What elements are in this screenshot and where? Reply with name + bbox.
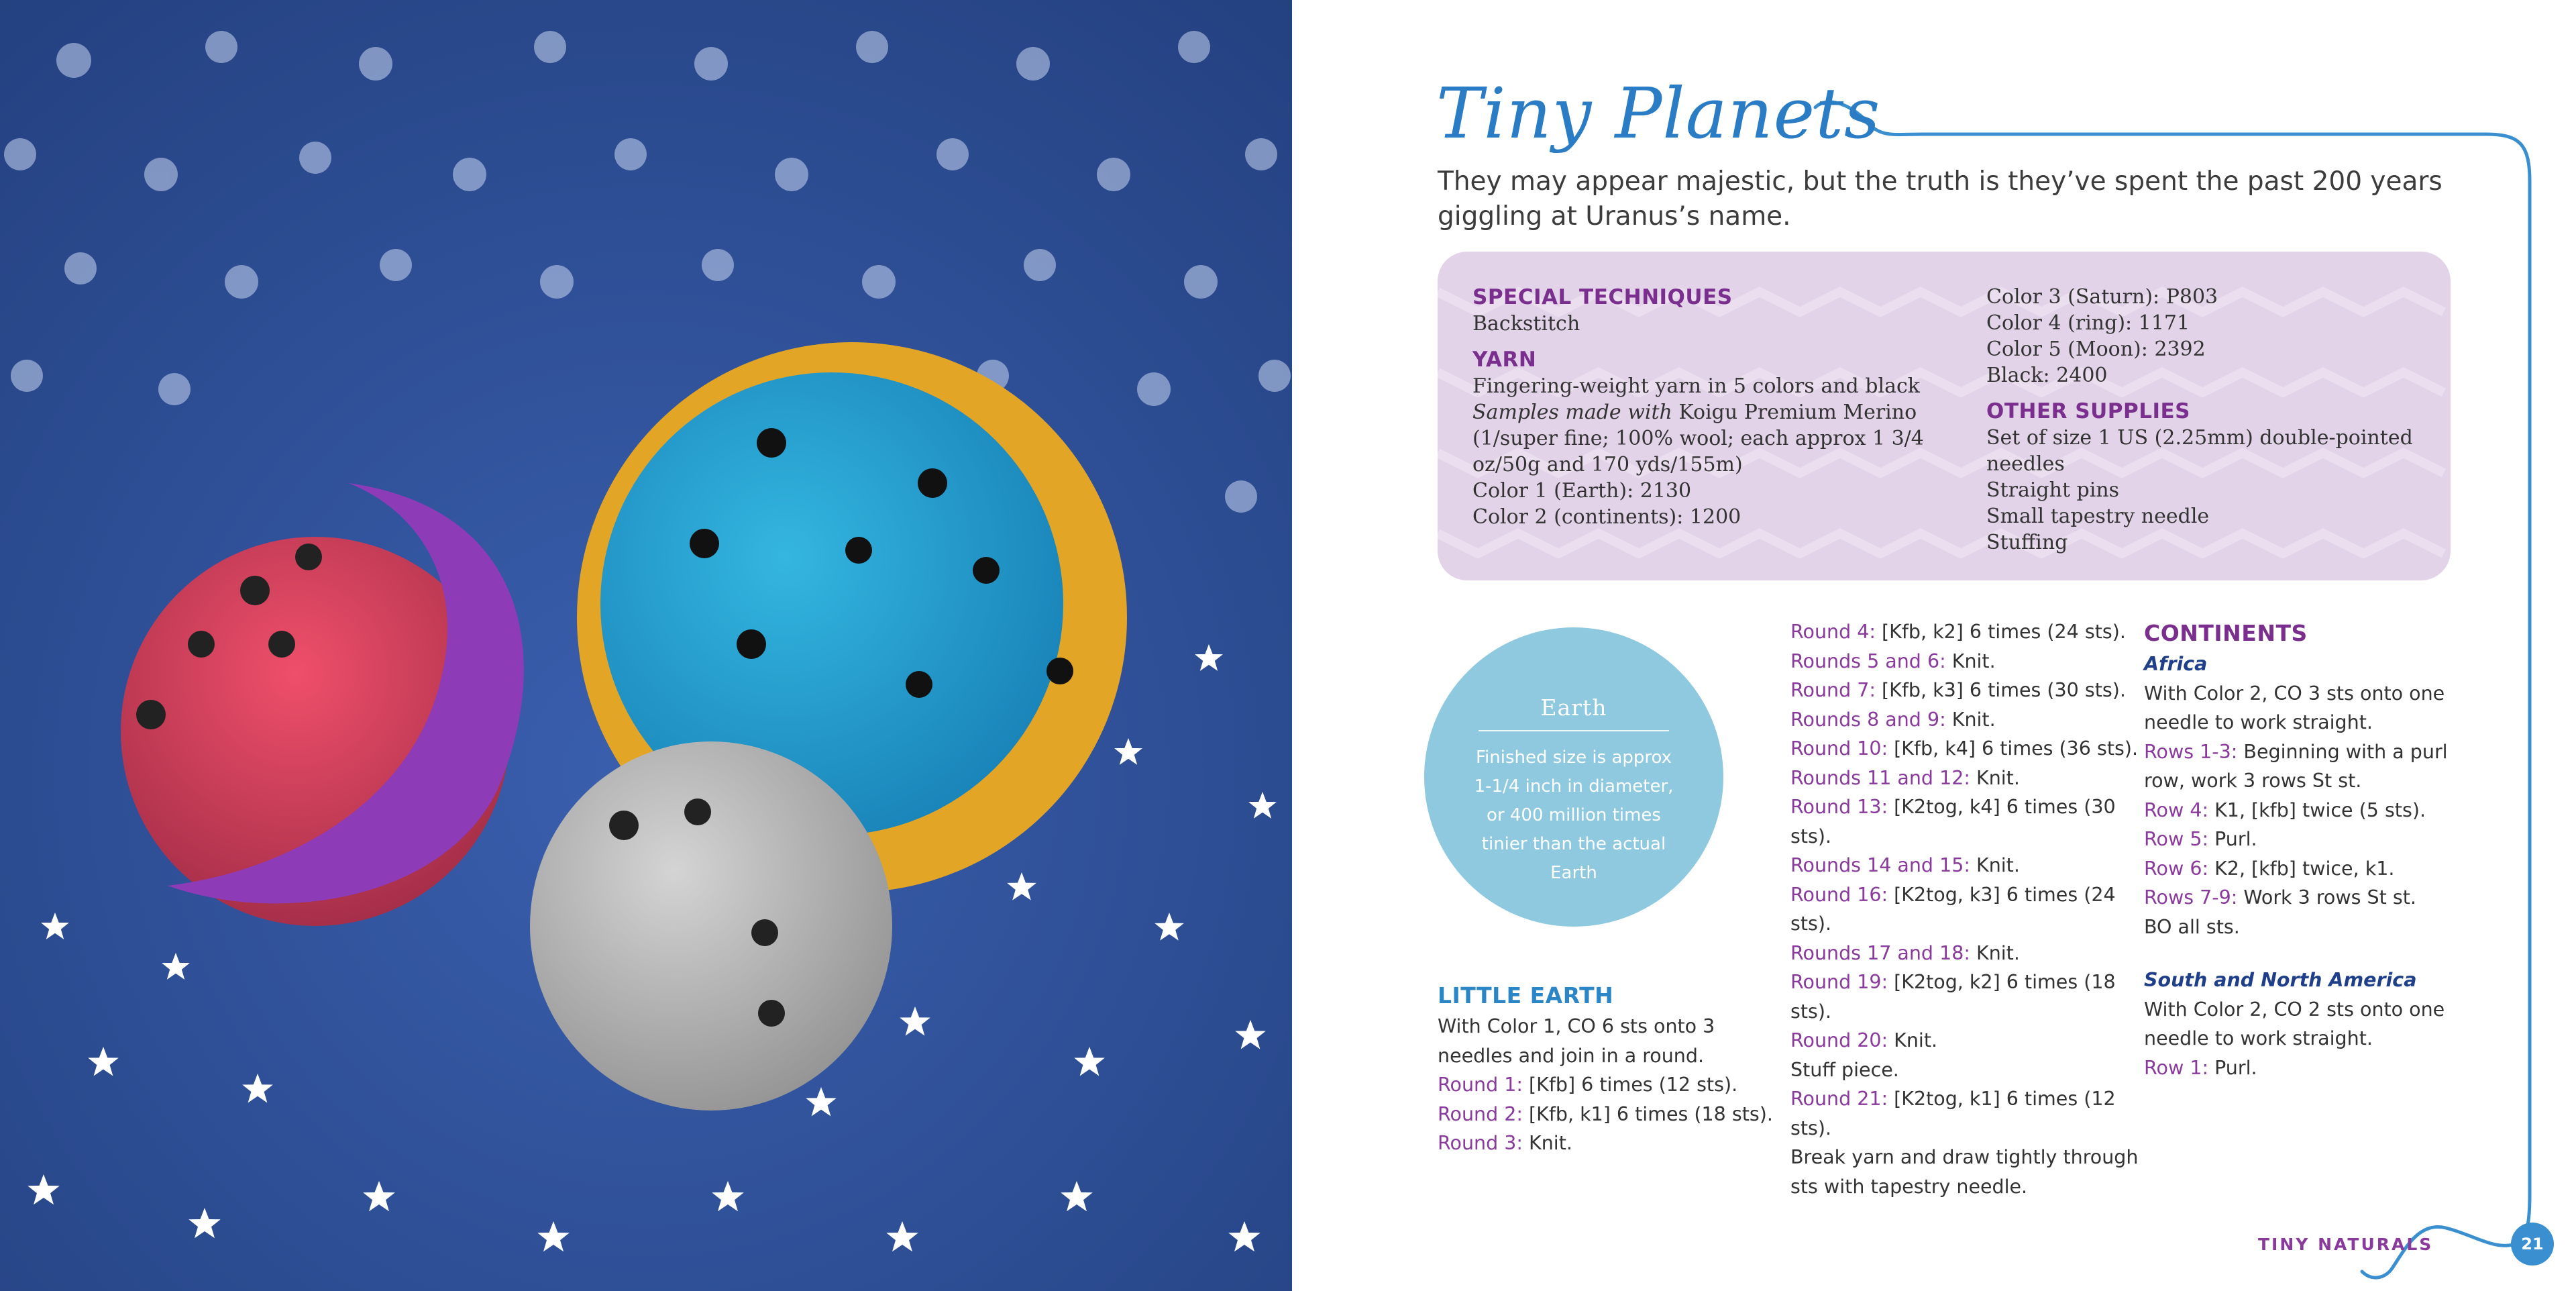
instruction-step [1790, 968, 2139, 1026]
yarn-line: Fingering-weight yarn in 5 colors and black [1472, 374, 1920, 398]
step-text: [K2tog, k1] 6 times (12 sts). [1790, 1088, 2116, 1139]
instruction-step [2144, 913, 2479, 942]
instruction-step [1790, 1084, 2139, 1143]
step-label: Rounds 17 and 18: [1790, 941, 1970, 964]
badge-divider [1479, 730, 1669, 731]
step-label: Rounds 5 and 6: [1790, 650, 1946, 672]
instruction-step [1790, 880, 2139, 939]
badge-title: Earth [1540, 694, 1607, 721]
instruction-step [1790, 617, 2139, 647]
intro-text: They may appear majestic, but the truth is they’ve spent the past 200 years giggling at Uranus’s name. [1438, 166, 2443, 231]
yarn-heading: YARN [1472, 348, 1537, 372]
step-label: Round 13: [1790, 796, 1888, 818]
pattern-page [1292, 0, 2576, 1291]
supply-item: Small tapestry needle [1986, 505, 2210, 528]
step-label: Rounds 8 and 9: [1790, 708, 1946, 731]
materials-box [1438, 252, 2451, 580]
instruction-step [2144, 883, 2479, 913]
step-label: Round 7: [1790, 679, 1876, 701]
materials-right-column [1986, 284, 2443, 556]
step-text: Break yarn and draw tightly through sts with tapestry needle. [1790, 1146, 2139, 1198]
step-text: Knit. [1888, 1029, 1938, 1051]
step-text: Knit. [1945, 650, 1996, 672]
step-label: Round 1: [1438, 1074, 1523, 1096]
step-label: Round 16: [1790, 883, 1888, 906]
color-5: Color 5 (Moon): 2392 [1986, 338, 2206, 361]
instruction-step [2144, 854, 2479, 884]
step-text: [Kfb, k3] 6 times (30 sts). [1875, 679, 2126, 701]
step-text: [Kfb, k1] 6 times (18 sts). [1522, 1102, 1773, 1125]
step-text: K1, [kfb] twice (5 sts). [2208, 798, 2426, 821]
americas-steps [2144, 1053, 2479, 1083]
yarn-samples-detail: Koigu Premium Merino (1/super fine; 100% wool; each approx 1 3/4 oz/50g and 170 yds/155m) [1472, 401, 1924, 476]
step-label: Row 6: [2144, 857, 2209, 880]
step-label: Round 4: [1790, 621, 1876, 643]
instruction-step [1790, 764, 2139, 793]
little-earth-intro: With Color 1, CO 6 sts onto 3 needles and join in a round. [1438, 1015, 1715, 1067]
little-earth-heading: LITTLE EARTH [1438, 982, 1614, 1009]
rounds-section [1790, 617, 2139, 1201]
yarn-samples [1472, 399, 1969, 478]
instruction-step [1790, 647, 2139, 676]
step-text: [Kfb, k2] 6 times (24 sts). [1875, 621, 2126, 643]
earth-size-badge [1424, 627, 1723, 927]
badge-text: Finished size is approx 1-1/4 inch in diameter, or 400 million times tinier than the actual Earth [1474, 747, 1674, 883]
color-2: Color 2 (continents): 1200 [1472, 505, 1741, 529]
color-black: Black: 2400 [1986, 364, 2108, 387]
americas-subheading: South and North America [2144, 969, 2417, 991]
step-text: Knit. [1970, 766, 2020, 789]
step-text: Work 3 rows St st. [2237, 886, 2416, 909]
step-label: Round 21: [1790, 1088, 1888, 1110]
step-text: BO all sts. [2144, 915, 2240, 938]
africa-intro: With Color 2, CO 3 sts onto one needle to work straight. [2144, 682, 2445, 733]
instruction-step [1438, 1100, 1780, 1129]
step-text: [K2tog, k2] 6 times (18 sts). [1790, 971, 2116, 1023]
instruction-step [1790, 705, 2139, 735]
step-text: [Kfb, k4] 6 times (36 sts). [1888, 737, 2139, 760]
step-text: Purl. [2208, 828, 2257, 850]
other-supplies-heading: OTHER SUPPLIES [1986, 399, 2191, 423]
instruction-step [1790, 676, 2139, 705]
step-label: Row 4: [2144, 798, 2209, 821]
africa-steps [2144, 737, 2479, 942]
step-label: Round 10: [1790, 737, 1888, 760]
step-label: Rounds 14 and 15: [1790, 854, 1970, 876]
moon-knit [530, 741, 892, 1111]
step-label: Row 5: [2144, 828, 2209, 850]
step-label: Rows 7-9: [2144, 886, 2238, 909]
instruction-step [2144, 796, 2479, 825]
step-text: Knit. [1945, 708, 1996, 731]
instruction-step [1790, 1026, 2139, 1055]
instruction-step [2144, 825, 2479, 854]
step-text: Purl. [2208, 1056, 2257, 1079]
step-label: Rounds 11 and 12: [1790, 766, 1970, 789]
step-text: Stuff piece. [1790, 1058, 1899, 1081]
step-label: Rows 1-3: [2144, 740, 2238, 763]
step-label: Round 2: [1438, 1102, 1523, 1125]
step-label: Round 3: [1438, 1132, 1523, 1154]
little-earth-section [1438, 980, 1780, 1158]
step-text: Knit. [1970, 854, 2020, 876]
americas-intro: With Color 2, CO 2 sts onto one needle to work straight. [2144, 998, 2445, 1049]
instruction-step [1790, 1143, 2139, 1201]
instruction-step [1790, 1055, 2139, 1085]
page-title: Tiny Planets [1436, 72, 1881, 154]
step-text: Knit. [1522, 1132, 1572, 1154]
step-text: Beginning with a purl row, work 3 rows St st. [2144, 740, 2448, 792]
africa-subheading: Africa [2144, 653, 2208, 675]
instruction-step [2144, 1053, 2479, 1083]
step-label: Row 1: [2144, 1056, 2209, 1079]
supply-item: Stuffing [1986, 531, 2068, 554]
instruction-step [1790, 734, 2139, 764]
instruction-step [1438, 1070, 1780, 1100]
continents-section [2144, 617, 2479, 1082]
step-text: [K2tog, k4] 6 times (30 sts). [1790, 796, 2116, 847]
continents-heading: CONTINENTS [2144, 620, 2308, 646]
supply-item: Set of size 1 US (2.25mm) double-pointed needles [1986, 426, 2413, 476]
step-label: Round 19: [1790, 971, 1888, 993]
step-text: [Kfb] 6 times (12 sts). [1522, 1074, 1738, 1096]
special-techniques-value: Backstitch [1472, 312, 1580, 335]
step-text: K2, [kfb] twice, k1. [2208, 857, 2395, 880]
step-text: Knit. [1970, 941, 2020, 964]
special-techniques-heading: SPECIAL TECHNIQUES [1472, 285, 1733, 309]
yarn-samples-italic: Samples made with [1472, 401, 1672, 424]
instruction-step [1790, 851, 2139, 880]
supply-item: Straight pins [1986, 478, 2120, 502]
footer-section-label: TINY NATURALS [2258, 1235, 2434, 1254]
instruction-step [1790, 939, 2139, 968]
instruction-step [2144, 737, 2479, 796]
instruction-step [1790, 792, 2139, 851]
materials-left-column [1472, 284, 1969, 530]
color-1: Color 1 (Earth): 2130 [1472, 479, 1692, 503]
step-text: [K2tog, k3] 6 times (24 sts). [1790, 883, 2116, 935]
color-4: Color 4 (ring): 1171 [1986, 311, 2190, 335]
color-3: Color 3 (Saturn): P803 [1986, 285, 2218, 309]
page-number: 21 [2511, 1223, 2554, 1266]
instruction-step [1438, 1129, 1780, 1158]
step-label: Round 20: [1790, 1029, 1888, 1051]
